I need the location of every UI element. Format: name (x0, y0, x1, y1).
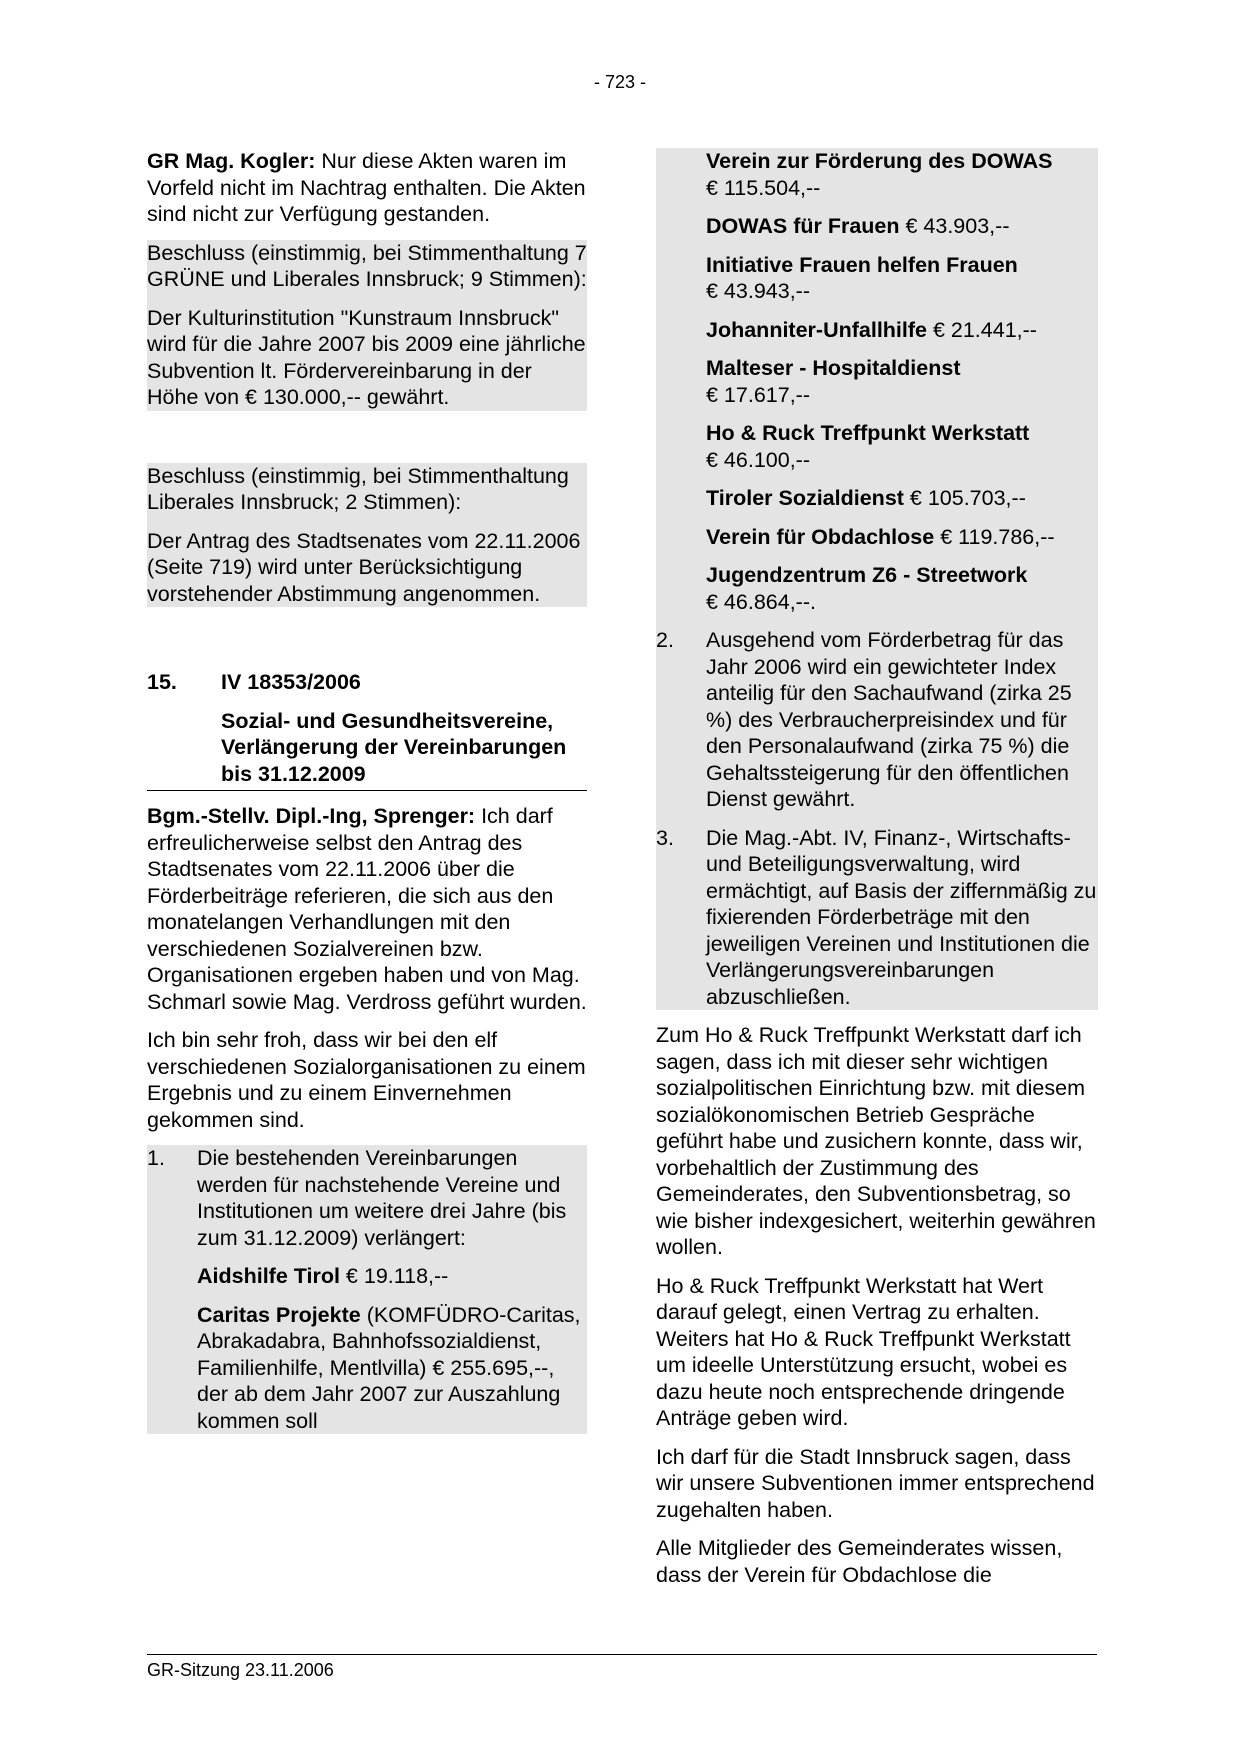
org-name: DOWAS für Frauen (706, 214, 900, 238)
org-caritas (147, 1302, 587, 1435)
org-amount: € 46.864,--. (706, 589, 816, 614)
org-item (656, 213, 1098, 240)
agenda-item-title: Sozial- und Gesundheitsvereine, Verlängerung der Vereinbarungen bis 31.12.2009 (147, 708, 587, 792)
item-1-number: 1. (147, 1146, 165, 1170)
org-aidshilfe-name: Aidshilfe Tirol (197, 1264, 340, 1288)
ho-ruck-paragraph-1: Zum Ho & Ruck Treffpunkt Werkstatt darf ich sagen, dass ich mit dieser sehr wichtigen sozialpolitischen Einrichtung bzw. mit diesem sozialökonomischen Betrieb Gespräche geführt habe und zusichern konnte, dass wir, vorbehaltlich der Zustimmung des Gemeinderates, den Subventionsbetrag, so wie bisher indexgesichert, weiterhin gewähren wollen. (656, 1023, 1096, 1259)
subventionen-paragraph: Ich darf für die Stadt Innsbruck sagen, dass wir unsere Subventionen immer entsprechend zugehalten haben. (656, 1444, 1095, 1522)
org-amount: € 119.786,-- (934, 524, 1055, 549)
beschluss-block-1 (147, 240, 587, 411)
sprenger-text: Ich darf erfreulicherweise selbst den Antrag des Stadtsenates vom 22.11.2006 über die Förderbeiträge referieren, die sich aus den monatelangen Verhandlungen mit den verschiedenen Sozialvereinen bzw. Organisationen ergeben haben und von Mag. Schmarl sowie Mag. Verdross geführt wurden. (147, 804, 587, 1014)
org-item (656, 524, 1098, 551)
speaker-sprenger: Bgm.-Stellv. Dipl.-Ing, Sprenger: (147, 804, 476, 828)
page-number: - 723 - (593, 72, 647, 92)
beschluss-2-body: Der Antrag des Stadtsenates vom 22.11.2006 (Seite 719) wird unter Berücksichtigung vorstehender Abstimmung angenommen. (147, 528, 581, 606)
org-item (656, 420, 1098, 473)
sprenger-statement (147, 803, 587, 1015)
item-2-number: 2. (656, 628, 674, 652)
org-item (656, 562, 1098, 615)
org-caritas-text: (KOMFÜDRO-Caritas, Abrakadabra, Bahnhofssozialdienst, Familienhilfe, Mentlvilla) € 255.695,--, der ab dem Jahr 2007 zur Auszahlung kommen soll (197, 1302, 581, 1433)
org-name: Verein für Obdachlose (706, 524, 935, 549)
antrag-block-left (147, 1145, 587, 1434)
kogler-statement (147, 148, 587, 228)
org-name: Johanniter-Unfallhilfe (706, 317, 927, 342)
org-amount: € 43.943,-- (706, 279, 810, 303)
org-aidshilfe-amount: € 19.118,-- (339, 1264, 449, 1288)
antrag-item-2 (656, 627, 1098, 813)
antrag-block-right (656, 148, 1098, 1010)
antrag-item-3 (656, 825, 1098, 1011)
obdachlose-paragraph: Alle Mitglieder des Gemeinderates wissen, dass der Verein für Obdachlose die (656, 1536, 1063, 1587)
footer-rule (147, 1654, 1097, 1655)
item-1-text: Die bestehenden Vereinbarungen werden für nachstehende Vereine und Institutionen um weitere drei Jahre (bis zum 31.12.2009) verlängert: (197, 1146, 567, 1250)
speaker-kogler: GR Mag. Kogler: (147, 149, 316, 173)
kogler-text: Nur diese Akten waren im Vorfeld nicht im Nachtrag enthalten. Die Akten sind nicht zur Verfügung gestanden. (147, 149, 586, 226)
agenda-item-header (147, 669, 587, 696)
org-item (656, 355, 1098, 408)
org-amount: € 21.441,-- (926, 317, 1037, 342)
org-name: Ho & Ruck Treffpunkt Werkstatt (706, 421, 1030, 445)
org-name: Initiative Frauen helfen Frauen (706, 252, 1018, 277)
org-item (656, 252, 1098, 305)
org-amount: € 105.703,-- (903, 486, 1026, 510)
item-3-number: 3. (656, 825, 674, 850)
beschluss-block-2 (147, 463, 587, 608)
item-2-text: Ausgehend vom Förderbetrag für das Jahr 2006 wird ein gewichteter Index anteilig für den Sachaufwand (zirka 25 %) des Verbraucherpreisindex und für den Personalaufwand (zirka 75 %) die Gehaltssteigerung für den öffentlichen Dienst gewährt. (706, 628, 1072, 811)
antrag-item-1 (147, 1145, 587, 1251)
right-column (656, 148, 1098, 1588)
org-caritas-name: Caritas Projekte (197, 1302, 361, 1327)
item-3-text: Die Mag.-Abt. IV, Finanz-, Wirtschafts- und Beteiligungsverwaltung, wird ermächtigt, auf Basis der ziffernmäßig zu fixierenden Förderbeträge mit den jeweiligen Vereinen und Institutionen die Verlängerungsvereinbarungen abzuschließen. (706, 825, 1097, 1009)
org-name: Jugendzentrum Z6 - Streetwork (706, 563, 1028, 587)
left-column (147, 148, 587, 1434)
org-aidshilfe (147, 1263, 587, 1290)
org-amount: € 43.903,-- (899, 214, 1010, 238)
org-item (656, 485, 1098, 512)
beschluss-1-heading: Beschluss (einstimmig, bei Stimmenthaltung 7 GRÜNE und Liberales Innsbruck; 9 Stimmen): (147, 240, 587, 291)
org-name: Verein zur Förderung des DOWAS (706, 149, 1053, 173)
ho-ruck-paragraph-2: Ho & Ruck Treffpunkt Werkstatt hat Wert darauf gelegt, einen Vertrag zu erhalten. Weiters hat Ho & Ruck Treffpunkt Werkstatt um ideelle Unterstützung ersucht, wobei es dazu heute noch entsprechende dringende Anträge geben wird. (656, 1273, 1071, 1430)
org-item (656, 148, 1098, 201)
org-amount: € 115.504,-- (706, 175, 821, 200)
footer-text: GR-Sitzung 23.11.2006 (147, 1660, 334, 1680)
org-item (656, 317, 1098, 344)
froh-paragraph: Ich bin sehr froh, dass wir bei den elf verschiedenen Sozialorganisationen zu einem Ergebnis und zu einem Einvernehmen gekommen sind. (147, 1028, 586, 1132)
beschluss-1-body: Der Kulturinstitution "Kunstraum Innsbruck" wird für die Jahre 2007 bis 2009 eine jährliche Subvention lt. Fördervereinbarung in der Höhe von € 130.000,-- gewährt. (147, 305, 586, 409)
org-amount: € 46.100,-- (706, 447, 810, 472)
agenda-item-reference: IV 18353/2006 (221, 670, 361, 694)
org-name: Malteser - Hospitaldienst (706, 356, 961, 380)
beschluss-2-heading: Beschluss (einstimmig, bei Stimmenthaltung Liberales Innsbruck; 2 Stimmen): (147, 463, 569, 514)
agenda-item-number: 15. (147, 670, 177, 694)
org-name: Tiroler Sozialdienst (706, 486, 904, 510)
org-amount: € 17.617,-- (706, 382, 810, 407)
